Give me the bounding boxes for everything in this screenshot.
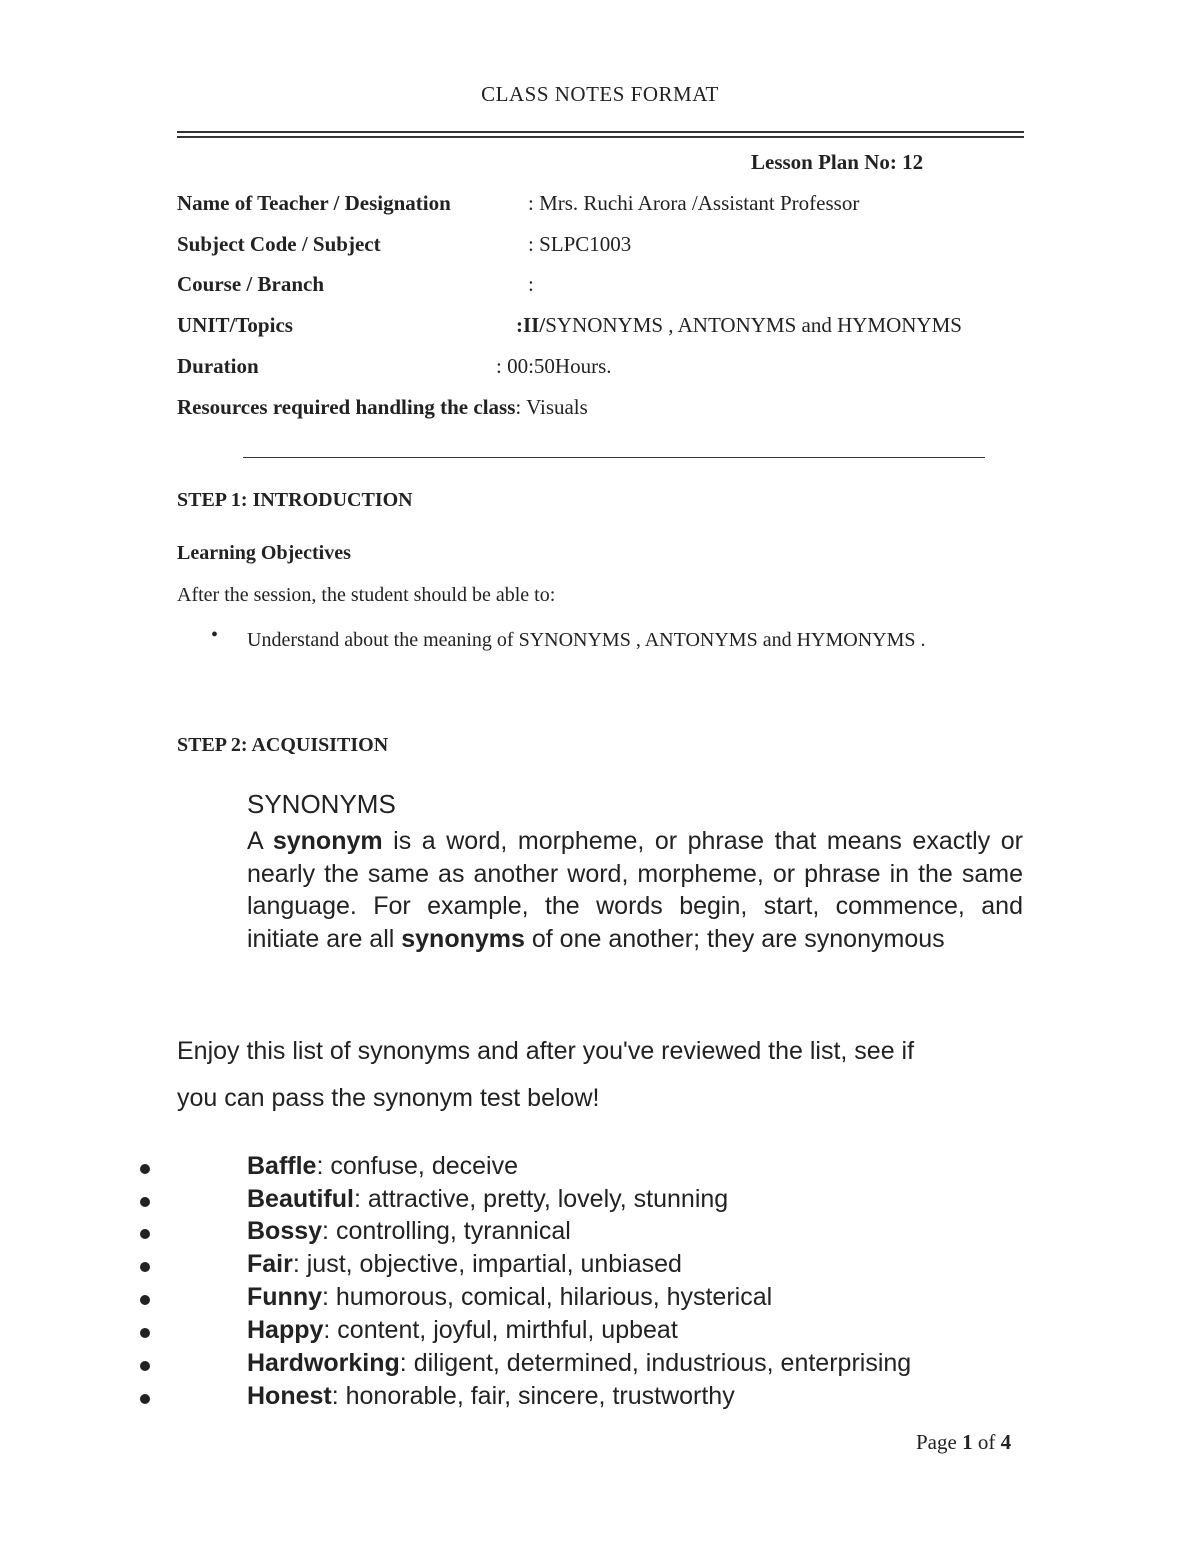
course-label: Course / Branch <box>177 272 324 296</box>
objectives-intro: After the session, the student should be able to: <box>177 584 556 606</box>
unit-label: UNIT/Topics <box>177 313 293 337</box>
step1-heading: STEP 1: INTRODUCTION <box>177 489 413 511</box>
objective-item: Understand about the meaning of SYNONYMS , ANTONYMS and HYMONYMS . <box>247 629 926 651</box>
definition-text: of one another; they are synonymous <box>524 924 945 953</box>
definition-term: synonyms <box>401 924 525 953</box>
teacher-value: : Mrs. Ruchi Arora /Assistant Professor <box>528 191 860 215</box>
list-item-text <box>247 1283 772 1312</box>
unit-value-topics: SYNONYMS , ANTONYMS and HYMONYMS <box>545 313 962 337</box>
bullet-icon <box>140 1328 150 1338</box>
list-item-text <box>247 1316 678 1345</box>
list-item-text <box>247 1349 911 1378</box>
definition-text: is a word, morpheme, or phrase that means exactly or nearly the same as another word, morpheme, or phrase in the same language. For example, the words begin, start, commence, and initiate are all <box>247 827 1023 953</box>
bullet-icon <box>140 1262 150 1272</box>
course-value: : <box>528 272 534 296</box>
lesson-plan-number: Lesson Plan No: 12 <box>751 150 924 174</box>
list-item-synonyms: : humorous, comical, hilarious, hysterical <box>322 1283 773 1311</box>
bullet-icon <box>140 1361 150 1371</box>
bullet-icon <box>140 1394 150 1404</box>
list-item-text <box>247 1217 571 1246</box>
teacher-label: Name of Teacher / Designation <box>177 191 451 215</box>
page-current: 1 <box>962 1430 973 1454</box>
title-double-rule <box>177 131 1024 138</box>
list-item-word: Honest <box>247 1382 332 1410</box>
synonym-definition <box>247 825 1023 955</box>
list-item-text <box>247 1152 518 1181</box>
list-intro-line: you can pass the synonym test below! <box>177 1084 600 1112</box>
list-item-word: Baffle <box>247 1152 317 1180</box>
resources-label: Resources required handling the class <box>177 395 516 419</box>
bullet-icon: • <box>211 624 219 646</box>
subject-label: Subject Code / Subject <box>177 232 381 256</box>
synonyms-title: SYNONYMS <box>247 789 396 819</box>
list-item-text <box>247 1382 735 1411</box>
list-item-synonyms: : attractive, pretty, lovely, stunning <box>353 1185 729 1213</box>
list-item-synonyms: : confuse, deceive <box>316 1152 518 1180</box>
page-prefix: Page <box>916 1430 963 1454</box>
bullet-icon <box>140 1295 150 1305</box>
list-item-text <box>247 1185 728 1214</box>
section-divider <box>243 457 985 458</box>
list-item-text <box>247 1250 682 1279</box>
unit-value-prefix: :II/ <box>516 313 546 337</box>
list-intro-line: Enjoy this list of synonyms and after you've reviewed the list, see if <box>177 1037 915 1065</box>
unit-value <box>516 313 962 338</box>
definition-text: A <box>247 827 273 855</box>
resources-line <box>177 395 588 420</box>
list-item-word: Funny <box>247 1283 322 1311</box>
resources-value: : Visuals <box>515 395 588 419</box>
definition-term: synonym <box>272 827 383 855</box>
step2-heading: STEP 2: ACQUISITION <box>177 734 389 756</box>
duration-label: Duration <box>177 354 259 378</box>
page-total: 4 <box>1000 1430 1012 1454</box>
page-of: of <box>972 1430 1001 1454</box>
bullet-icon <box>140 1229 150 1239</box>
document-title: CLASS NOTES FORMAT <box>481 82 719 106</box>
subject-value: : SLPC1003 <box>528 232 632 256</box>
list-item-synonyms: : controlling, tyrannical <box>322 1217 571 1245</box>
page-number <box>916 1430 1011 1455</box>
bullet-icon <box>140 1197 150 1207</box>
duration-value: : 00:50Hours. <box>496 354 612 378</box>
list-item-synonyms: : honorable, fair, sincere, trustworthy <box>331 1382 735 1410</box>
list-item-word: Happy <box>247 1316 324 1344</box>
list-item-word: Fair <box>247 1250 293 1278</box>
list-item-word: Hardworking <box>247 1349 400 1377</box>
list-item-word: Bossy <box>247 1217 323 1245</box>
list-item-synonyms: : diligent, determined, industrious, enterprising <box>399 1349 912 1377</box>
bullet-icon <box>140 1164 150 1174</box>
list-item-word: Beautiful <box>247 1185 354 1213</box>
list-item-synonyms: : content, joyful, mirthful, upbeat <box>323 1316 678 1344</box>
objectives-heading: Learning Objectives <box>177 542 351 564</box>
list-item-synonyms: : just, objective, impartial, unbiased <box>292 1250 682 1278</box>
